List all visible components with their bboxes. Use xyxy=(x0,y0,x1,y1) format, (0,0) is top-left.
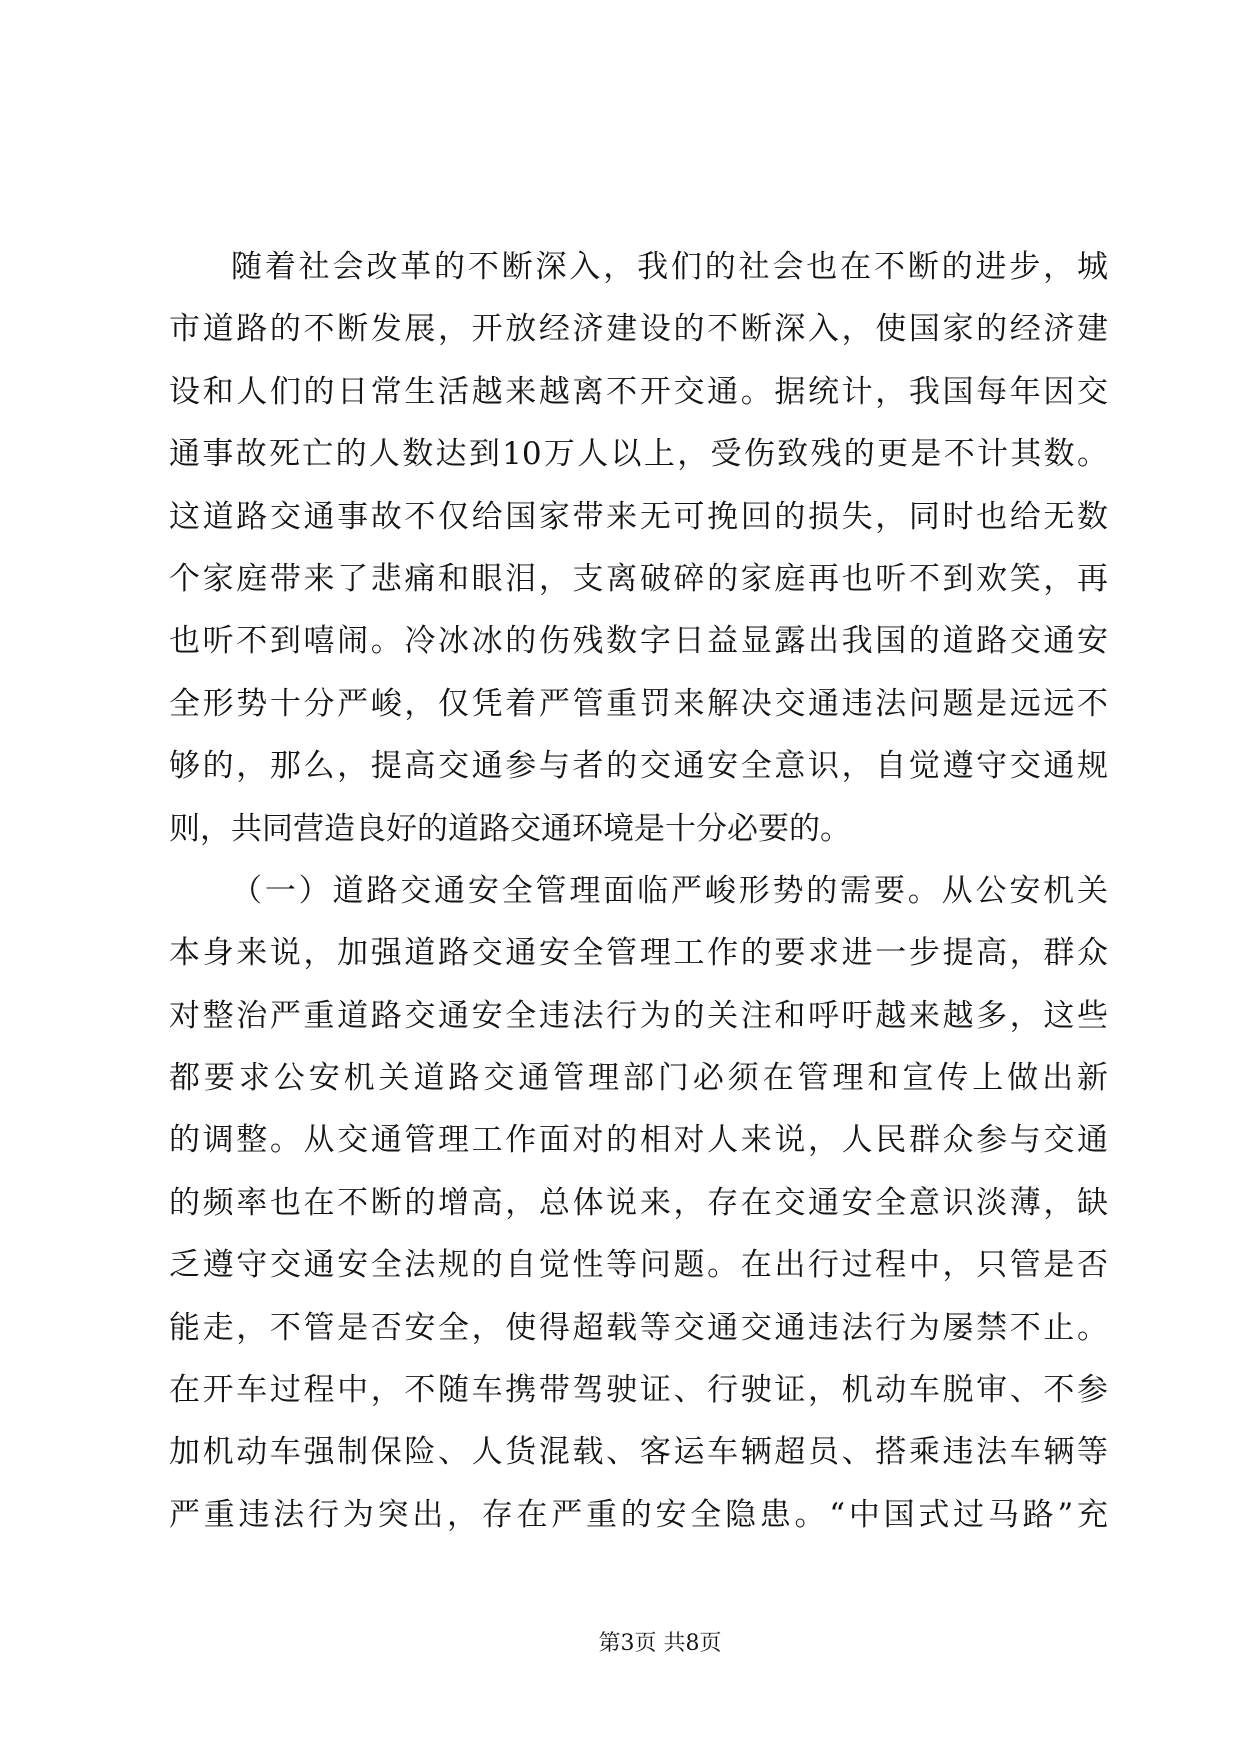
paragraph-line: 通事故死亡的人数达到10万人以上，受伤致残的更是不计其数。 xyxy=(169,436,1108,473)
paragraph-line: 本身来说，加强道路交通安全管理工作的要求进一步提高，群众 xyxy=(169,935,1108,972)
paragraph-line: 对整治严重道路交通安全违法行为的关注和呼吁越来越多，这些 xyxy=(169,997,1108,1034)
paragraph-line: 随着社会改革的不断深入，我们的社会也在不断的进步，城 xyxy=(231,249,1108,285)
paragraph-line: 市道路的不断发展，开放经济建设的不断深入，使国家的经济建 xyxy=(169,311,1108,348)
page-number-footer: 第3页 共8页 xyxy=(598,1631,722,1656)
paragraph-line: 个家庭带来了悲痛和眼泪，支离破碎的家庭再也听不到欢笑，再 xyxy=(169,560,1108,597)
paragraph-line: 这道路交通事故不仅给国家带来无可挽回的损失，同时也给无数 xyxy=(169,498,1108,535)
paragraph-line: 的调整。从交通管理工作面对的相对人来说，人民群众参与交通 xyxy=(169,1122,1108,1159)
document-body xyxy=(169,236,1108,1546)
paragraph-line: 都要求公安机关道路交通管理部门必须在管理和宣传上做出新 xyxy=(169,1060,1108,1097)
paragraph-line: 全形势十分严峻，仅凭着严管重罚来解决交通违法问题是远远不 xyxy=(169,685,1108,722)
paragraph-line: 乏遵守交通安全法规的自觉性等问题。在出行过程中，只管是否 xyxy=(169,1247,1108,1284)
paragraph-line: 够的，那么，提高交通参与者的交通安全意识，自觉遵守交通规 xyxy=(169,748,1108,785)
paragraph-line: 设和人们的日常生活越来越离不开交通。据统计，我国每年因交 xyxy=(169,373,1108,410)
paragraph-line: 的频率也在不断的增高，总体说来，存在交通安全意识淡薄，缺 xyxy=(169,1184,1108,1221)
paragraph-line: 能走，不管是否安全，使得超载等交通交通违法行为屡禁不止。 xyxy=(169,1309,1108,1346)
paragraph-line: 则，共同营造良好的道路交通环境是十分必要的。 xyxy=(169,810,851,847)
paragraph-line: （一）道路交通安全管理面临严峻形势的需要。从公安机关 xyxy=(231,872,1108,909)
paragraph-2 xyxy=(169,860,1108,1546)
paragraph-1 xyxy=(169,236,1108,860)
paragraph-line: 严重违法行为突出，存在严重的安全隐患。“中国式过马路”充 xyxy=(169,1496,1108,1533)
paragraph-line: 也听不到嘻闹。冷冰冰的伤残数字日益显露出我国的道路交通安 xyxy=(169,623,1108,660)
paragraph-line: 加机动车强制保险、人货混载、客运车辆超员、搭乘违法车辆等 xyxy=(169,1434,1108,1471)
paragraph-line: 在开车过程中，不随车携带驾驶证、行驶证，机动车脱审、不参 xyxy=(169,1372,1108,1409)
